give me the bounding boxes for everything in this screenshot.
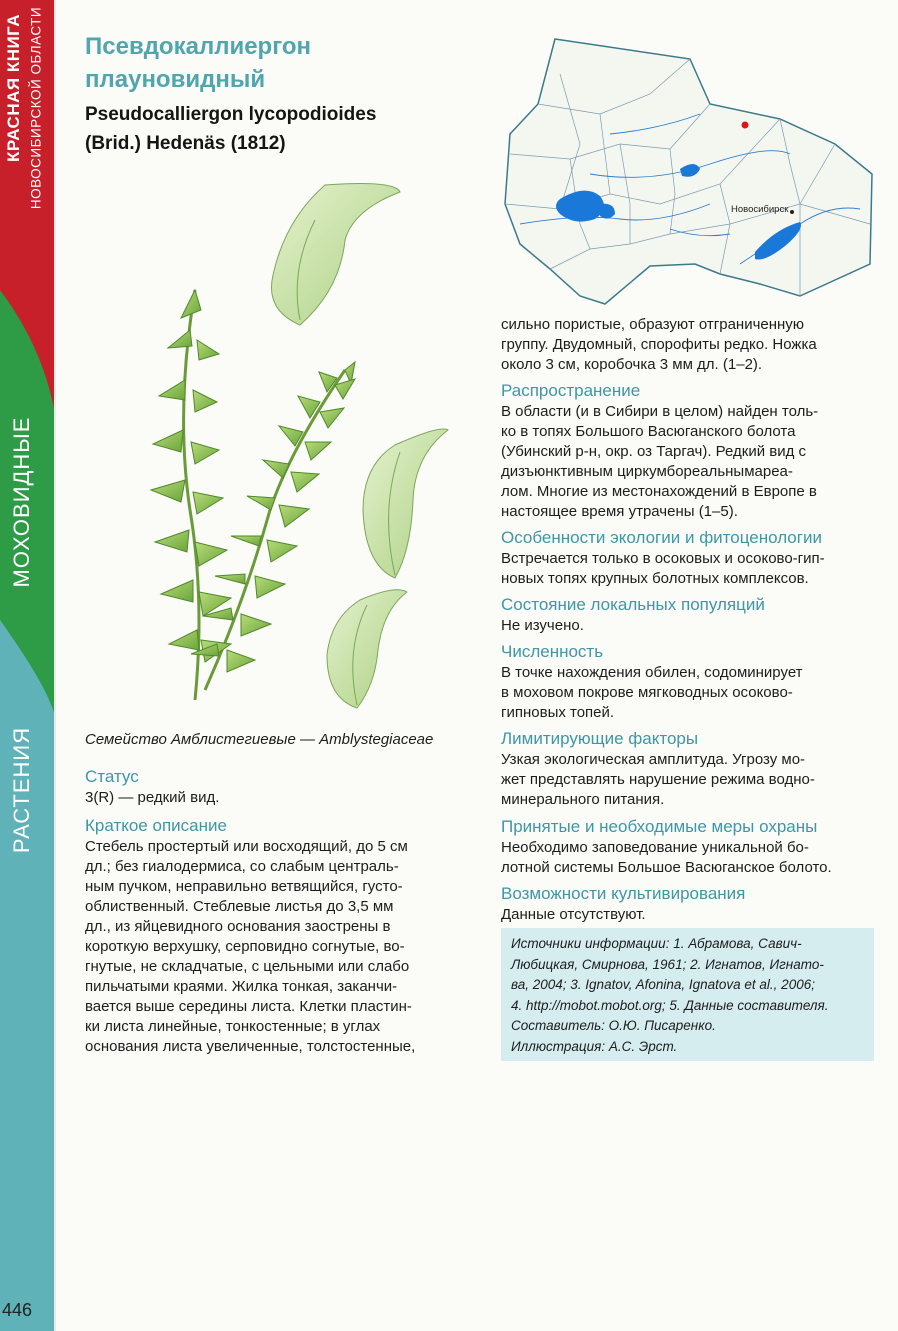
distribution-map [500,34,878,310]
text-line: ко в топях Большого Васюганского болота [501,423,796,440]
limiting-text [501,750,874,810]
text-line: Узкая экологическая амплитуда. Угрозу мо- [501,751,806,768]
side-band [0,0,56,1331]
distribution-heading: Распространение [501,381,641,400]
page-number: 446 [2,1300,33,1320]
leaf-detail-1 [272,184,400,325]
description-section [85,815,459,1057]
distribution-section [501,380,874,522]
limiting-section [501,728,874,810]
text-line: минерального питания. [501,791,665,808]
text-line: основания листа увеличенные, толстостенные, [85,1038,416,1055]
illustrator-line: Иллюстрация: А.С. Эрст. [511,1038,678,1054]
distribution-text [501,402,874,522]
cultivation-section [501,883,874,925]
sources-line: 4. http://mobot.mobot.org; 5. Данные составителя. [511,997,829,1013]
text-line: лотной системы Большое Васюганское болото. [501,859,832,876]
text-line: новых топях крупных болотных комплексов. [501,570,809,587]
sources-line: ва, 2004; 3. Ignatov, Afonina, Ignatova et al., 2006; [511,977,815,992]
text-line: дл.; без гиалодермиса, со слабым централь- [85,858,399,875]
measures-text [501,838,874,878]
abundance-section [501,641,874,723]
region-label: НОВОСИБИРСКОЙ ОБЛАСТИ [28,6,44,210]
ecology-heading: Особенности экологии и фитоценологии [501,528,822,547]
text-line: В точке нахождения обилен, содоминирует [501,664,803,681]
novosibirsk-dot [790,210,794,214]
species-name-ru [85,30,405,96]
leaf-detail-2 [363,429,448,578]
text-line: облиственный. Стеблевые листья до 3,5 мм [85,898,394,915]
cultivation-heading: Возможности культивирования [501,884,746,903]
text-line: (Убинский р-н, окр. оз Таргач). Редкий вид с [501,443,807,460]
description-text [85,837,459,1057]
text-line: жет представлять нарушение режима водно- [501,771,815,788]
division-label: МОХОВИДНЫЕ [9,416,34,588]
text-line: дизъюнктивным циркумбореальнымареа- [501,463,793,480]
text-line: лом. Многие из местонахождений в Европе в [501,483,817,500]
status-heading: Статус [85,767,139,786]
sources-line: Любицкая, Смирнова, 1961; 2. Игнатов, Игнато- [511,956,824,972]
description-heading: Краткое описание [85,816,227,835]
text-line: около 3 см, коробочка 3 мм дл. (1–2). [501,356,763,373]
kingdom-label: РАСТЕНИЯ [9,726,34,854]
text-line: сильно пористые, образуют отграниченную [501,316,805,333]
text-line: короткую верхушку, серповидно согнутые, во- [85,938,405,955]
description-continued [501,315,874,375]
populations-section [501,594,874,636]
measures-section [501,816,874,878]
family-ru: Семейство Амблистегиевые — [85,731,320,748]
text-line: в моховом покрове мягководных осоково- [501,684,793,701]
family-latin: Amblystegiaceae [319,731,434,748]
book-title: КРАСНАЯ КНИГА [4,13,23,163]
species-name-latin-line1: Pseudocalliergon lycopodioides [85,104,377,125]
text-line: настоящее время утрачены (1–5). [501,503,738,520]
text-line: пильчатыми краями. Жилка тонкая, заканчи- [85,978,398,995]
text-line: вается выше середины листа. Клетки пластин- [85,998,412,1015]
text-line: ки листа линейные, тонкостенные; в углах [85,1018,381,1035]
moss-illustration [95,180,460,720]
ecology-section [501,527,874,589]
sources-box [501,928,874,1061]
cultivation-text: Данные отсутствуют. [501,906,646,923]
text-line: Встречается только в осоковых и осоково-гип- [501,550,825,567]
text-line: Стебель простертый или восходящий, до 5 см [85,838,408,855]
text-line: Необходимо заповедование уникальной бо- [501,839,809,856]
species-name-ru-line1: Псевдокаллиергон [85,33,312,60]
text-line: гипновых топей. [501,704,615,721]
compiler-line: Составитель: О.Ю. Писаренко. [511,1018,716,1033]
text-line: дл., из яйцевидного основания заострены в [85,918,391,935]
text-line: гнутые, не складчатые, с цельными или слабо [85,958,410,975]
species-name-latin [85,100,376,158]
moss-plant [151,290,355,700]
limiting-heading: Лимитирующие факторы [501,729,699,748]
ecology-text [501,549,874,589]
occurrence-point [742,122,749,129]
abundance-heading: Численность [501,642,604,661]
species-name-ru-line2: плауновидный [85,66,266,93]
text-line: ным пучком, неправильно ветвящийся, густо- [85,878,403,895]
measures-heading: Принятые и необходимые меры охраны [501,817,818,836]
populations-text: Не изучено. [501,617,584,634]
sources-line: Источники информации: 1. Абрамова, Савич- [511,936,802,951]
status-section [85,766,459,808]
map-city-label: Новосибирск [731,204,789,215]
text-line: В области (и в Сибири в целом) найден толь- [501,403,819,420]
populations-heading: Состояние локальных популяций [501,595,765,614]
abundance-text [501,663,874,723]
species-name-latin-line2: (Brid.) Hedenäs (1812) [85,133,286,154]
leaf-detail-3 [327,590,407,708]
family-caption [85,731,433,748]
text-line: группу. Двудомный, спорофиты редко. Ножка [501,336,817,353]
status-text: 3(R) — редкий вид. [85,789,220,806]
